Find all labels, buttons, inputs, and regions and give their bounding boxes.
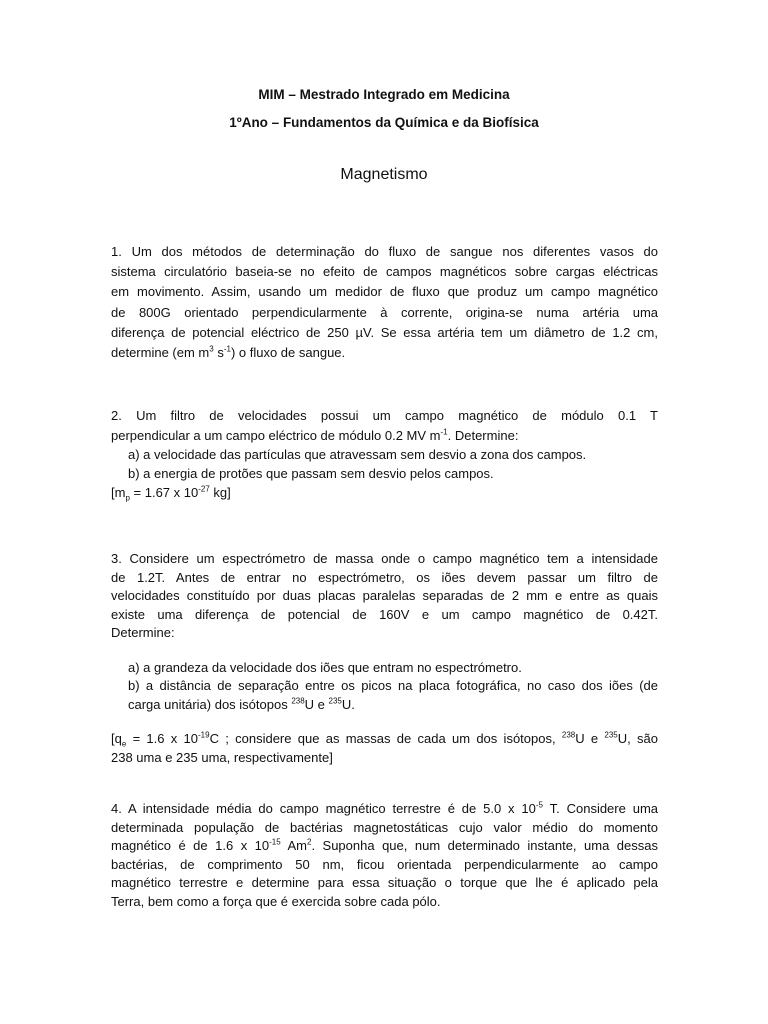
q1-line: determine (em $m^3$ $s^{-1}$) o fluxo de sangue. xyxy=(111,344,346,361)
q4-line: Terra, bem como a força que é exercida sobre cada pólo. xyxy=(111,893,441,909)
q3-line: velocidades constituído por duas placas paralelas separadas de 2 mm e entre as quais xyxy=(111,588,658,603)
q3-item-b: b) a distância de separação entre os picos na placa fotográfica, no caso dos iões (de xyxy=(128,678,658,693)
question-3 xyxy=(111,550,658,767)
question-4 xyxy=(111,800,658,911)
q2-item-b: b) a energia de protões que passam sem desvio pelos campos. xyxy=(128,465,494,481)
q3-line: existe uma diferença de potencial de 160V e um campo magnético de 0.42T. xyxy=(111,606,658,622)
q2-data: [$m_p = 1.67$ x $10^{-27}$ kg] xyxy=(111,485,231,503)
q3-data: [$q_e = 1.6$ x $10^{-19}C$ ; considere que as massas de cada um dos isótopos, $^{238}$U e $^{235}$U, são xyxy=(111,730,658,749)
q1-line: 1. Um dos métodos de determinação do fluxo de sangue nos diferentes vasos do xyxy=(111,244,658,259)
page-title: Magnetismo xyxy=(340,166,428,183)
q1-line: de 800G orientado perpendicularmente à corrente, origina-se numa artéria uma xyxy=(111,304,658,320)
q3-data-cont: 238 uma e 235 uma, respectivamente] xyxy=(111,749,333,765)
q2-item-a: a) a velocidade das partículas que atravessam sem desvio a zona dos campos. xyxy=(128,447,587,463)
q1-line: sistema circulatório baseia-se no efeito de campos magnéticos sobre cargas eléctricas xyxy=(111,264,658,280)
q3-item-b-cont: carga unitária) dos isótopos $^{238}$U e $^{235}$U. xyxy=(128,696,355,712)
q3-line: de 1.2T. Antes de entrar no espectrómetro, os iões devem passar um filtro de xyxy=(111,569,658,585)
q3-line: 3. Considere um espectrómetro de massa onde o campo magnético tem a intensidade xyxy=(111,551,658,566)
q4-line: determinada população de bactérias magnetostáticas cujo valor médio do momento xyxy=(111,819,658,835)
q4-line: magnético é de 1.6 x $10^{-15}$ Am$^2$. Suponha que, num determinado instante, uma dessas xyxy=(111,837,658,853)
q3-item-a: a) a grandeza da velocidade dos iões que entram no espectrómetro. xyxy=(128,659,522,675)
question-2 xyxy=(111,406,658,504)
question-1 xyxy=(111,242,658,363)
q4-line: bactérias, de comprimento 50 nm, ficou orientada perpendicularmente ao campo xyxy=(111,856,658,872)
course-title: MIM – Mestrado Integrado em Medicina xyxy=(258,87,510,102)
q4-line: magnético terrestre e determine para essa situação o torque que lhe é aplicado pela xyxy=(111,875,658,890)
q3-line: Determine: xyxy=(111,625,175,640)
q4-line: 4. A intensidade média do campo magnético terrestre é de 5.0 x $10^{-5}$ T. Considere uma xyxy=(111,800,658,816)
q1-line: em movimento. Assim, usando um medidor de fluxo que produz um campo magnético xyxy=(111,284,658,300)
q2-line: perpendicular a um campo eléctrico de módulo 0.2 MV $m^{-1}$. Determine: xyxy=(111,427,519,444)
q2-line: 2. Um filtro de velocidades possui um campo magnético de módulo 0.1 T xyxy=(111,408,658,423)
course-subtitle: 1ºAno – Fundamentos da Química e da Biofísica xyxy=(229,115,539,130)
q1-line: diferença de potencial eléctrico de 250 µV. Se essa artéria tem um diâmetro de 1.2 cm, xyxy=(111,324,658,340)
